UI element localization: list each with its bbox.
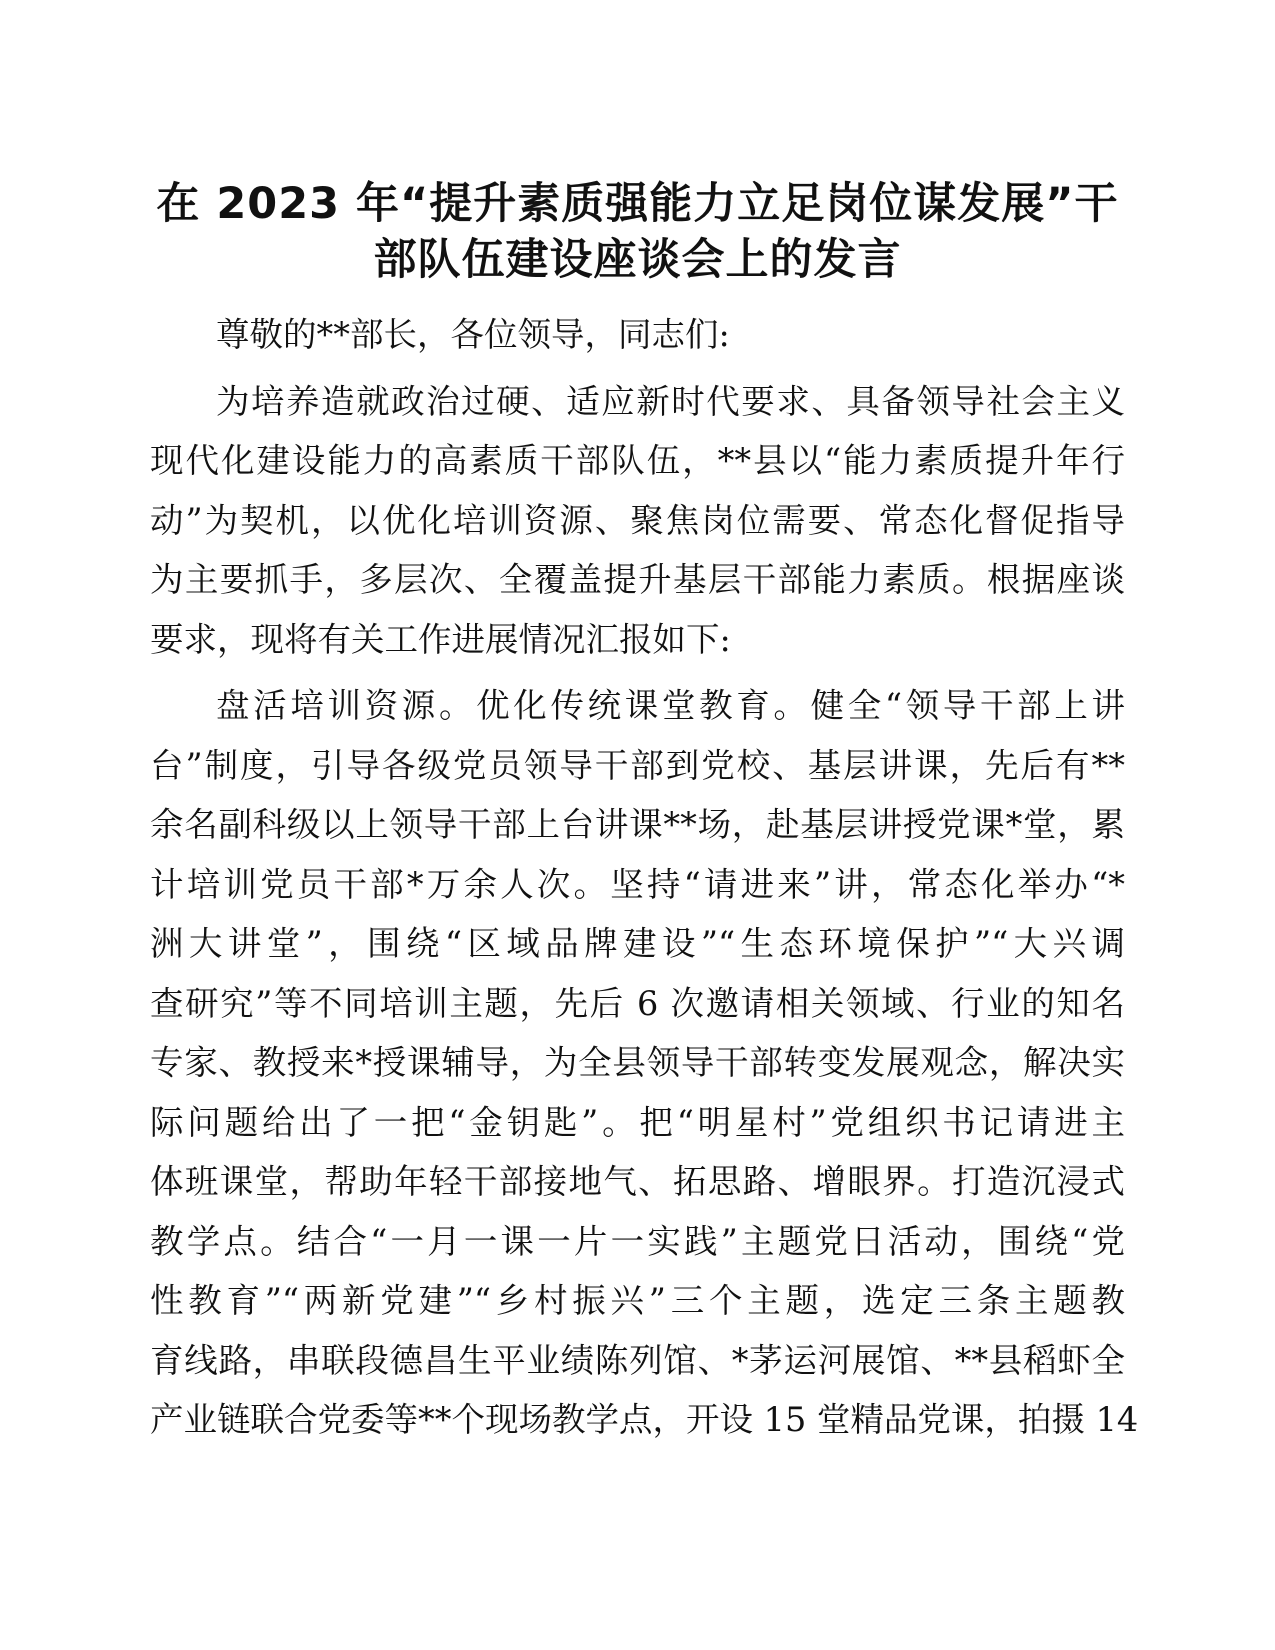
title-line: 在 2023 年“提升素质强能力立足岗位谋发展”干 <box>156 179 1119 229</box>
paragraph-line: 现代化建设能力的高素质干部队伍，**县以“能力素质提升年行 <box>150 441 1125 480</box>
paragraph-line: 教学点。结合“一月一课一片一实践”主题党日活动，围绕“党 <box>150 1221 1125 1261</box>
title-line: 部队伍建设座谈会上的发言 <box>373 235 902 285</box>
paragraph-line: 盘活培训资源。优化传统课堂教育。健全“领导干部上讲 <box>216 686 1125 725</box>
paragraph-gap <box>150 669 1125 676</box>
paragraph-line: 查研究”等不同培训主题，先后 6 次邀请相关领域、行业的知名 <box>150 983 1125 1023</box>
paragraph-line: 要求，现将有关工作进展情况汇报如下: <box>150 619 731 659</box>
document-body <box>150 305 1139 1450</box>
paragraph-line: 育线路，串联段德昌生平业绩陈列馆、*茅运河展馆、**县稻虾全 <box>150 1340 1125 1380</box>
paragraph-line: 性教育”“两新党建”“乡村振兴”三个主题，选定三条主题教 <box>150 1281 1125 1320</box>
paragraph-intro <box>150 372 1125 670</box>
salutation: 尊敬的**部长，各位领导，同志们: <box>216 315 730 354</box>
paragraph-line: 动”为契机，以优化培训资源、聚焦岗位需要、常态化督促指导 <box>150 500 1125 540</box>
paragraph-line: 计培训党员干部*万余人次。坚持“请进来”讲，常态化举办“* <box>150 864 1125 904</box>
paragraph-line: 产业链联合党委等**个现场教学点，开设 15 堂精品党课，拍摄 14 <box>150 1400 1139 1439</box>
paragraph-line: 为培养造就政治过硬、适应新时代要求、具备领导社会主义 <box>216 381 1125 421</box>
paragraph-training-resources <box>150 676 1139 1450</box>
paragraph-line: 余名副科级以上领导干部上台讲课**场，赴基层讲授党课*堂，累 <box>150 805 1125 844</box>
paragraph-line: 际问题给出了一把“金钥匙”。把“明星村”党组织书记请进主 <box>150 1102 1125 1142</box>
paragraph-line: 台”制度，引导各级党员领导干部到党校、基层讲课，先后有** <box>150 745 1126 785</box>
paragraph-line: 洲大讲堂”，围绕“区域品牌建设”“生态环境保护”“大兴调 <box>150 924 1125 963</box>
paragraph-gap <box>150 365 1125 372</box>
document-title <box>150 176 1125 288</box>
paragraph-line: 专家、教授来*授课辅导，为全县领导干部转变发展观念，解决实 <box>150 1043 1125 1082</box>
paragraph-line: 体班课堂，帮助年轻干部接地气、拓思路、增眼界。打造沉浸式 <box>150 1162 1125 1201</box>
paragraph-line: 为主要抓手，多层次、全覆盖提升基层干部能力素质。根据座谈 <box>150 560 1125 599</box>
